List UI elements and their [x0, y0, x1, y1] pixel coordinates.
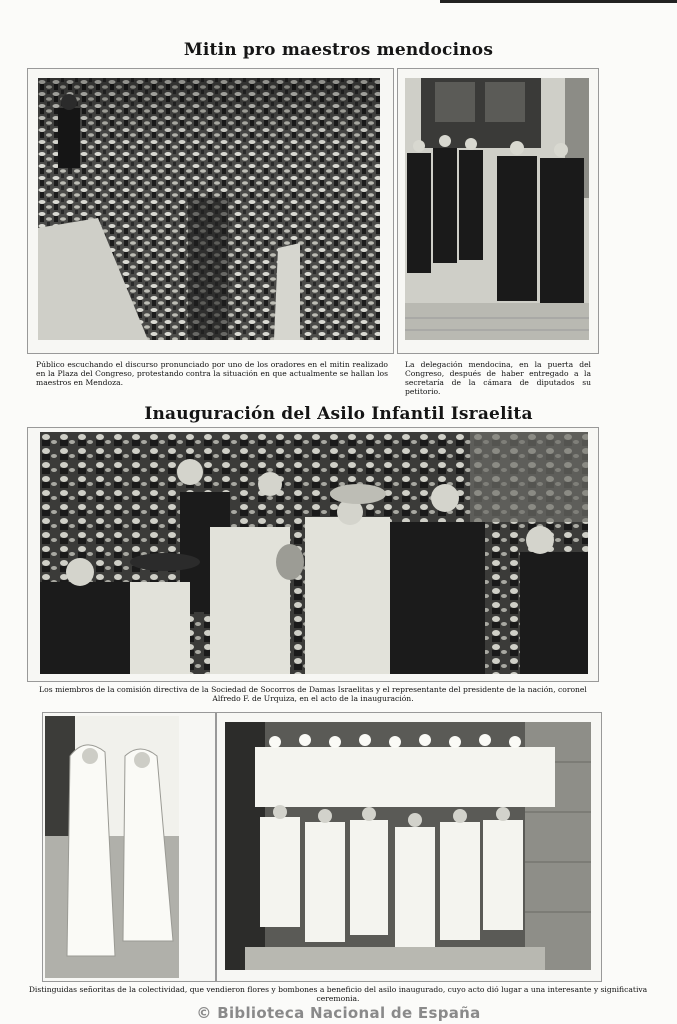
section-title-mitin: Mitin pro maestros mendocinos [183, 40, 494, 60]
delegation-caption: La delegación mendocina, en la puerta del Congreso, después de haber entregado a la secretaría de la cámara de diputados su petitorio. [405, 360, 591, 396]
rally-caption: Público escuchando el discurso pronunciado por uno de los oradores en el mitin realizado en la Plaza del Congreso, protestando contra la situación en que actualmente se hallan los maestros en Mendoza. [36, 360, 388, 387]
delegation-photo [405, 78, 589, 340]
watermark-text: © Biblioteca Nacional de España [196, 1004, 481, 1022]
rally-crowd-photo [38, 78, 380, 340]
top-rule [440, 0, 677, 3]
commission-caption: Los miembros de la comisión directiva de la Sociedad de Socorros de Damas Israelitas y el representante del presidente de la nación, coronel Alfredo F. de Urquiza, en el acto de la inauguración. [39, 685, 587, 703]
ladies-left-photo [45, 716, 179, 978]
ladies-group-photo [225, 722, 591, 970]
ladies-caption: Distinguidas señoritas de la colectividad, que vendieron flores y bombones a beneficio del asilo inaugurado, cuyo acto dió lugar a una interesante y significativa ceremonia. [28, 985, 648, 1003]
commission-photo [40, 432, 588, 674]
section-title-asilo: Inauguración del Asilo Infantil Israelita [144, 404, 533, 424]
